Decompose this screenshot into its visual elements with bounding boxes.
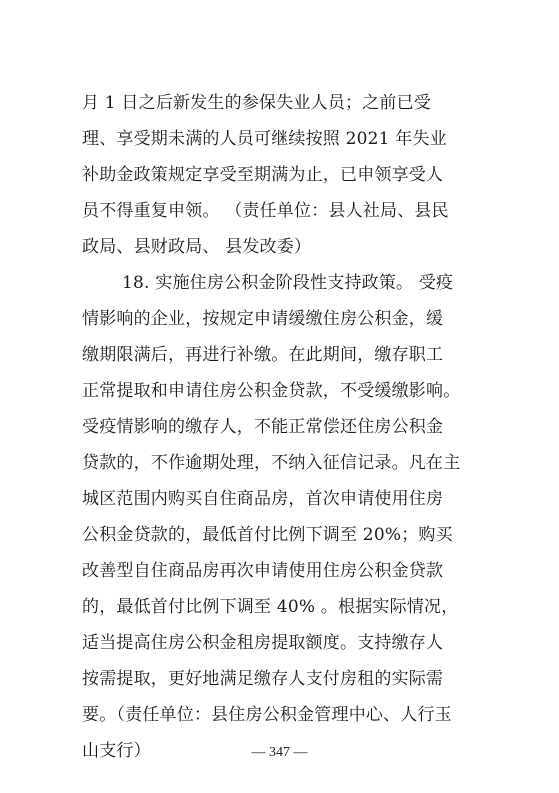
text-line: 员不得重复申领。 （责任单位：县人社局、县民 [82,201,449,221]
text-line: 受疫情影响的缴存人，不能正常偿还住房公积金 [82,417,444,437]
text-line: 月 1 日之后新发生的参保失业人员；之前已受 [82,93,432,113]
text-line: 政局、县财政局、 县发改委） [82,237,312,257]
text-line: 公积金贷款的，最低首付比例下调至 20%；购买 [82,525,453,545]
text-line: 的，最低首付比例下调至 40% 。根据实际情况， [82,597,459,617]
text-line: 城区范围内购买自住商品房，首次申请使用住房 [82,489,444,509]
text-line: 改善型自住商品房再次申请使用住房公积金贷款 [82,561,444,581]
text-line: 按需提取，更好地满足缴存人支付房租的实际需 [82,669,444,689]
text-line: 补助金政策规定享受至期满为止，已申领享受人 [82,165,444,185]
text-line: 正常提取和申请住房公积金贷款，不受缓缴影响。 [82,381,461,401]
text-line: 山支行） [82,741,151,761]
page-number: — 347 — [251,745,308,760]
text-line: 适当提高住房公积金租房提取额度。支持缴存人 [82,633,444,653]
text-line: 要。（责任单位：县住房公积金管理中心、人行玉 [82,705,452,725]
text-line: 贷款的，不作逾期处理，不纳入征信记录。凡在主 [82,453,461,473]
body-text [82,85,482,769]
text-line: 情影响的企业，按规定申请缓缴住房公积金，缓 [82,309,444,329]
section-heading-line: 18. 实施住房公积金阶段性支持政策。 受疫 [122,273,454,293]
text-line: 理、享受期未满的人员可继续按照 2021 年失业 [82,129,447,149]
text-line: 缴期限满后，再进行补缴。在此期间，缴存职工 [82,345,444,365]
